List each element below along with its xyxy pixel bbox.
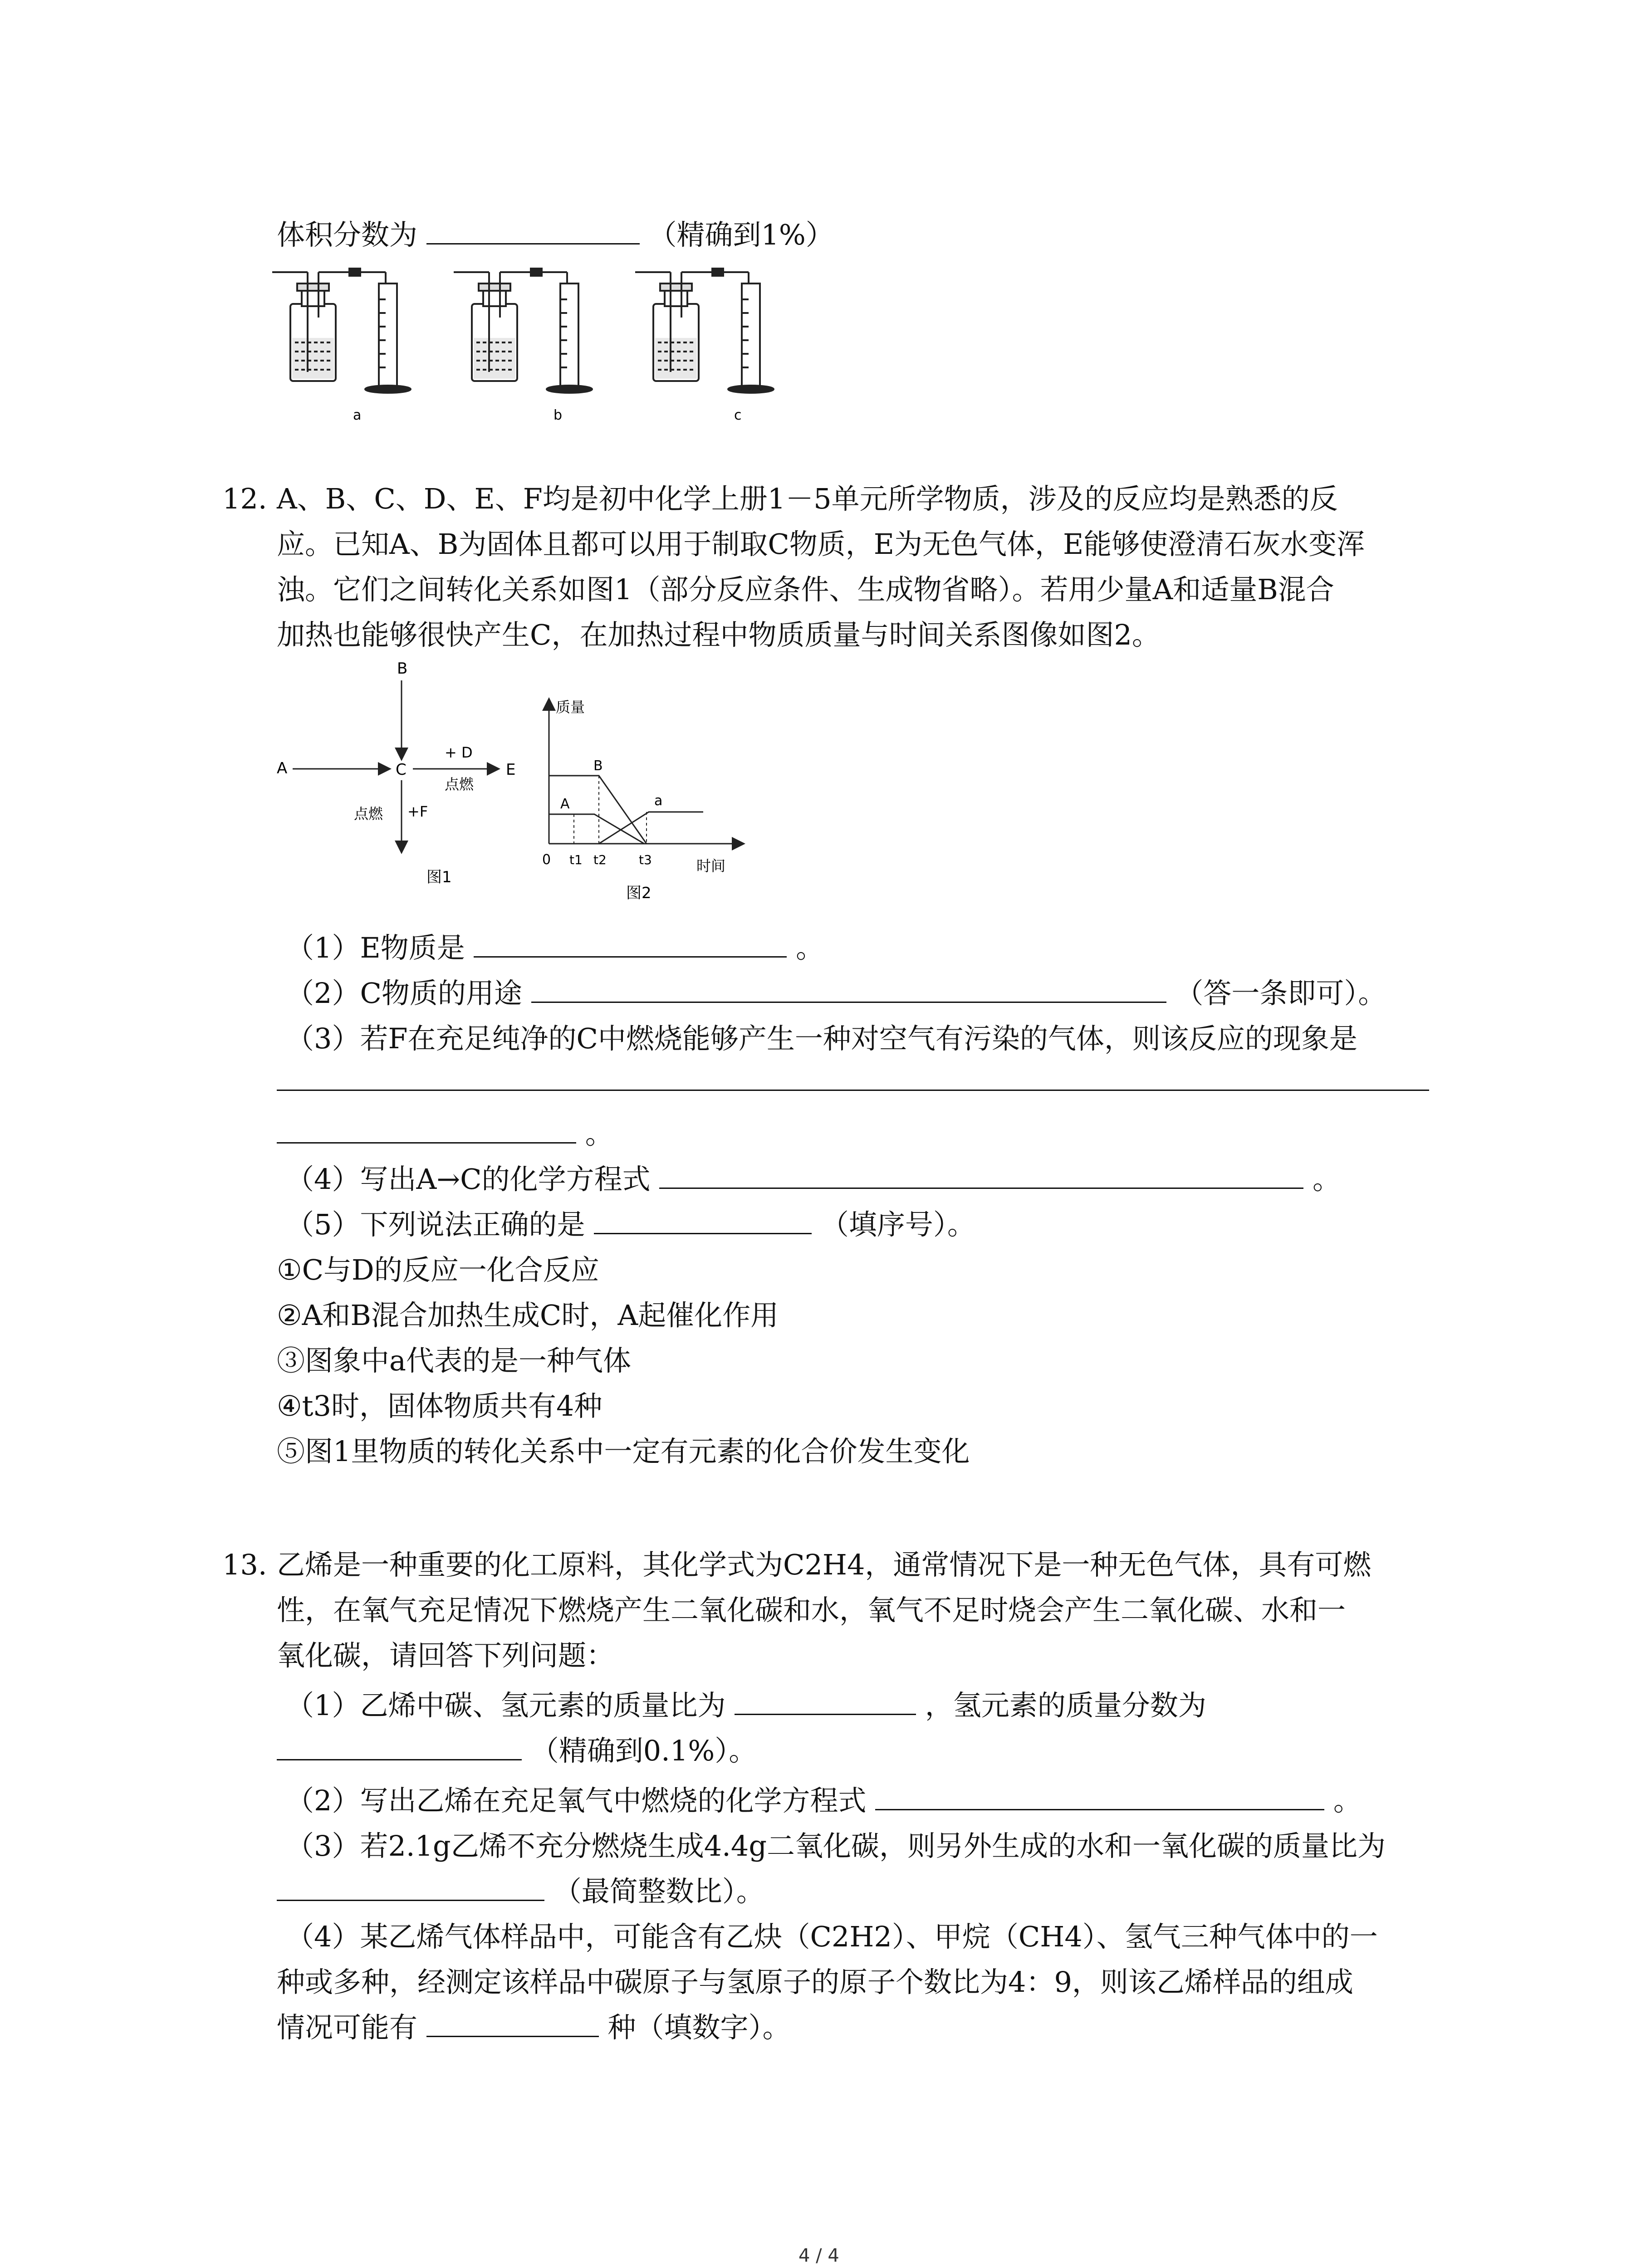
q12-sub5-blank[interactable] <box>594 1205 812 1234</box>
q12-option-3: ③图象中a代表的是一种气体 <box>277 1344 631 1377</box>
q12-sub3-post: 。 <box>585 1117 613 1150</box>
q13-sub1-blank-fraction[interactable] <box>277 1731 522 1760</box>
q12-stem-line4: 加热也能够很快产生C，在加热过程中物质质量与时间关系图像如图2。 <box>277 618 1160 651</box>
q13-sub1-text2: ，氢元素的质量分数为 <box>925 1689 1206 1722</box>
q12-sub3-text: （3）若F在充足纯净的C中燃烧能够产生一种对空气有污染的气体，则该反应的现象是 <box>286 1022 1357 1055</box>
q12-number: 12. <box>222 482 267 515</box>
fig1-label-B: B <box>397 660 408 678</box>
q11-answer-line <box>277 212 834 258</box>
q12-stem-line3: 浊。它们之间转化关系如图1（部分反应条件、生成物省略）。若用少量A和适量B混合 <box>277 573 1334 606</box>
fig2-t3: t3 <box>639 852 652 867</box>
fig1-label-E: E <box>506 761 516 779</box>
fig2-origin: 0 <box>542 852 551 868</box>
q12-sub2-post: （答一条即可）。 <box>1175 977 1386 1010</box>
fig1-ignite-1: 点燃 <box>445 776 474 793</box>
q13-sub2-text: （2）写出乙烯在充足氧气中燃烧的化学方程式 <box>286 1784 867 1817</box>
fig-label-b: b <box>554 407 563 423</box>
q13-sub1-blank-ratio[interactable] <box>735 1686 916 1715</box>
q13-sub2-blank[interactable] <box>875 1781 1324 1810</box>
q13-sub4c <box>277 2005 790 2050</box>
q13-sub3b-post: （最简整数比）。 <box>553 1875 764 1908</box>
fig2-curve-a <box>599 812 703 844</box>
q13-sub1-text: （1）乙烯中碳、氢元素的质量比为 <box>286 1689 726 1722</box>
fig1-label-A: A <box>277 759 288 777</box>
fig2-label-B: B <box>593 758 603 774</box>
q13-sub4-blank[interactable] <box>426 2008 599 2037</box>
q12-sub3-line2 <box>277 1111 613 1157</box>
q12-sub2 <box>286 971 1386 1016</box>
q12-option-2: ②A和B混合加热生成C时，A起催化作用 <box>277 1299 779 1332</box>
fig1-label-C: C <box>396 761 407 779</box>
q13-sub3b <box>277 1869 764 1914</box>
q12-option-5: ⑤图1里物质的转化关系中一定有元素的化合价发生变化 <box>277 1435 970 1468</box>
q12-sub5-text: （5）下列说法正确的是 <box>286 1208 585 1241</box>
page-number: 4 / 4 <box>798 2245 839 2266</box>
fig2-label-A: A <box>560 796 570 812</box>
q13-sub3a: （3）若2.1g乙烯不充分燃烧生成4.4g二氧化碳，则另外生成的水和一氧化碳的质量比为 <box>286 1829 1386 1862</box>
gas-apparatus-figure <box>272 263 907 435</box>
q12-sub1 <box>286 925 824 971</box>
figure-1-conversion-diagram <box>272 658 544 903</box>
fig1-ignite-2: 点燃 <box>354 805 383 822</box>
q11-suffix: （精确到1%） <box>648 218 834 251</box>
fig2-ylabel: 质量 <box>556 699 585 716</box>
q13-sub4a: （4）某乙烯气体样品中，可能含有乙炔（C2H2）、甲烷（CH4）、氢气三种气体中的一 <box>286 1920 1378 1953</box>
fig1-caption: 图1 <box>426 868 452 886</box>
q11-blank[interactable] <box>426 215 640 244</box>
q12-sub2-text: （2）C物质的用途 <box>286 977 522 1010</box>
q12-sub3-blank-line1[interactable] <box>277 1090 1429 1091</box>
q13-stem-line2: 性，在氧气充足情况下燃烧产生二氧化碳和水，氧气不足时烧会产生二氧化碳、水和一 <box>277 1593 1346 1627</box>
q13-sub1b <box>277 1728 757 1774</box>
q12-sub1-text: （1）E物质是 <box>286 931 465 964</box>
q12-option-1: ①C与D的反应一化合反应 <box>277 1253 599 1286</box>
q12-sub1-post: 。 <box>796 931 824 964</box>
q12-sub3-blank-line2[interactable] <box>277 1114 576 1144</box>
q13-sub4-post: 种（填数字）。 <box>607 2011 791 2044</box>
q12-option-4: ④t3时，固体物质共有4种 <box>277 1389 603 1422</box>
fig2-t2: t2 <box>593 852 607 867</box>
q13-sub1a <box>286 1683 1206 1728</box>
q12-stem-line2: 应。已知A、B为固体且都可以用于制取C物质，E为无色气体，E能够使澄清石灰水变浑 <box>277 528 1365 561</box>
q12-sub1-blank[interactable] <box>474 928 787 958</box>
fig2-curve-A <box>549 814 644 844</box>
q12-sub5 <box>286 1202 975 1247</box>
q13-sub2 <box>286 1778 1362 1823</box>
q13-sub2-post: 。 <box>1333 1784 1362 1817</box>
q13-sub4b: 种或多种，经测定该样品中碳原子与氢原子的原子个数比为4：9，则该乙烯样品的组成 <box>277 1965 1353 1999</box>
q12-stem-line1: A、B、C、D、E、F均是初中化学上册1－5单元所学物质，涉及的反应均是熟悉的反 <box>277 482 1338 515</box>
q12-sub2-blank[interactable] <box>531 973 1166 1003</box>
q13-stem-line1: 乙烯是一种重要的化工原料，其化学式为C2H4，通常情况下是一种无色气体，具有可燃 <box>277 1548 1372 1581</box>
q13-number: 13. <box>222 1548 267 1581</box>
q13-sub1b-post: （精确到0.1%）。 <box>530 1734 757 1767</box>
fig-label-a: a <box>353 407 362 423</box>
q13-sub4-text: 情况可能有 <box>277 2011 418 2044</box>
q12-sub4 <box>286 1157 1341 1202</box>
q11-text: 体积分数为 <box>277 218 418 251</box>
q12-sub4-post: 。 <box>1313 1163 1341 1196</box>
q13-stem-line3: 氧化碳，请回答下列问题： <box>277 1639 615 1672</box>
fig-label-c: c <box>734 407 742 423</box>
fig1-plus-F: +F <box>407 803 428 820</box>
fig2-xlabel: 时间 <box>696 857 726 875</box>
fig2-t1: t1 <box>569 852 583 867</box>
q12-sub4-text: （4）写出A→C的化学方程式 <box>286 1163 651 1196</box>
q12-sub5-post: （填序号）。 <box>820 1208 975 1241</box>
fig2-caption: 图2 <box>626 884 652 902</box>
figure-2-mass-time-graph <box>535 689 762 907</box>
q12-sub4-blank[interactable] <box>659 1159 1303 1189</box>
q13-sub3-blank[interactable] <box>277 1872 544 1901</box>
fig2-label-a: a <box>654 793 663 809</box>
fig1-plus-D: + D <box>445 744 473 761</box>
